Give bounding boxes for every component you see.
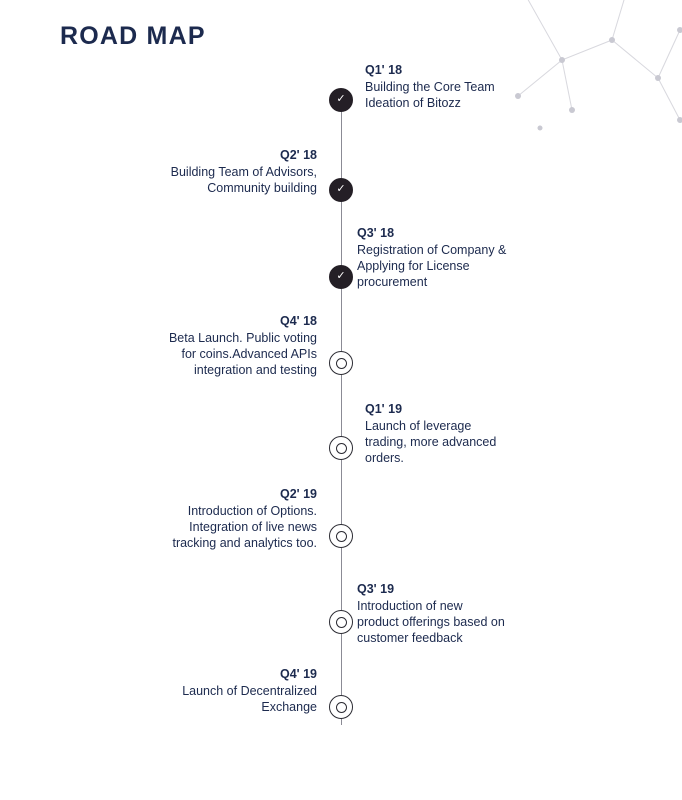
milestone-quarter: Q1' 18: [365, 63, 403, 77]
milestone-quarter: Q1' 19: [365, 402, 403, 416]
milestone-5: [365, 401, 515, 466]
timeline-node-1[interactable]: [329, 88, 353, 112]
milestone-6: [167, 486, 317, 551]
milestone-description: Introduction of new product offerings based on customer feedback: [357, 599, 505, 645]
check-icon: ✓: [336, 270, 346, 282]
milestone-quarter: Q4' 18: [279, 314, 317, 328]
milestone-7: [357, 581, 507, 646]
milestone-quarter: Q2' 19: [279, 487, 317, 501]
milestone-description: Registration of Company & Applying for License procurement: [357, 243, 507, 289]
check-icon: ✓: [336, 93, 346, 105]
milestone-description: Building Team of Advisors, Community building: [170, 165, 317, 195]
milestone-3: [357, 225, 507, 290]
milestone-quarter: Q2' 18: [279, 148, 317, 162]
timeline-node-8[interactable]: [329, 695, 353, 719]
milestone-description: Launch of leverage trading, more advanced orders.: [365, 419, 497, 465]
timeline-node-7[interactable]: [329, 610, 353, 634]
circle-outline-icon: [336, 702, 347, 713]
milestone-quarter: Q3' 18: [357, 226, 395, 240]
milestone-description: Building the Core Team Ideation of Bitozz: [365, 80, 495, 110]
milestone-description: Introduction of Options. Integration of live news tracking and analytics too.: [172, 504, 317, 550]
timeline-node-6[interactable]: [329, 524, 353, 548]
milestone-1: [365, 62, 515, 111]
milestone-4: [167, 313, 317, 378]
timeline-node-3[interactable]: [329, 265, 353, 289]
milestone-quarter: Q4' 19: [279, 667, 317, 681]
circle-outline-icon: [336, 443, 347, 454]
milestone-2: [167, 147, 317, 196]
milestone-description: Beta Launch. Public voting for coins.Advanced APIs integration and testing: [168, 331, 317, 377]
timeline-node-4[interactable]: [329, 351, 353, 375]
check-icon: ✓: [336, 183, 346, 195]
page-title: ROAD MAP: [60, 22, 206, 50]
timeline-node-5[interactable]: [329, 436, 353, 460]
timeline-node-2[interactable]: [329, 178, 353, 202]
milestone-8: [167, 666, 317, 715]
circle-outline-icon: [336, 531, 347, 542]
circle-outline-icon: [336, 358, 347, 369]
milestone-quarter: Q3' 19: [357, 582, 395, 596]
milestone-description: Launch of Decentralized Exchange: [182, 684, 317, 714]
circle-outline-icon: [336, 617, 347, 628]
